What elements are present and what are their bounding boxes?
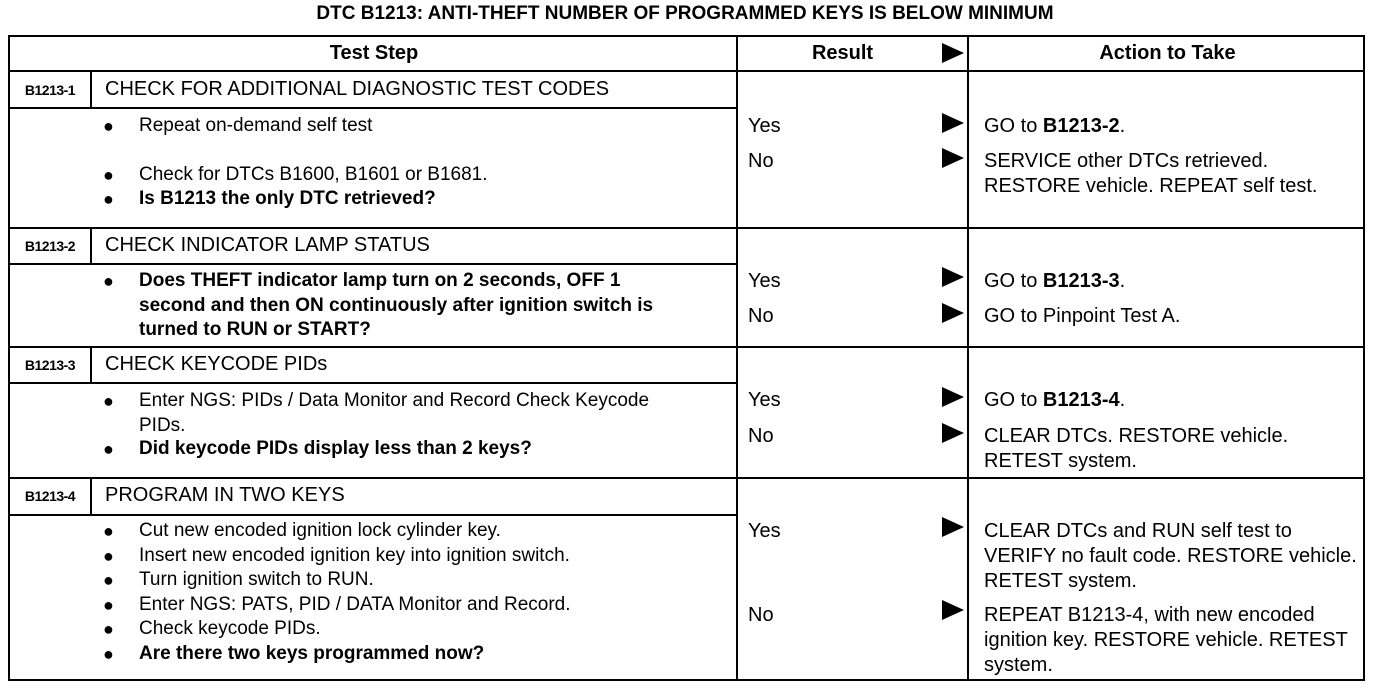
arrow-icon bbox=[942, 148, 964, 168]
result-no: No bbox=[748, 604, 774, 626]
step-title: CHECK INDICATOR LAMP STATUS bbox=[105, 234, 430, 256]
result-yes: Yes bbox=[748, 389, 781, 411]
bullet-icon: ● bbox=[103, 439, 114, 459]
bullet-icon: ● bbox=[103, 643, 114, 664]
diagnostic-table: Test Step Result Action to Take B1213-1 CHECK FOR ADDITIONAL DIAGNOSTIC TEST CODES ● Repeat on-demand self test ● Check for DTCs B1600, B1601 or B1681. ● Is B1213 the only DTC retrieved? Yes GO to B1213-2. No SERVICE other DTCs retrieved. RESTORE vehicle. REPEAT self test. B1213-2 CHECK INDICATOR LAMP STATUS ● Does THEFT indicator lamp turn on 2 seconds, OFF 1 second and then ON continuously after ignition switch is turned to RUN or START? Yes GO to B1213-3. No GO to Pinpoint Test A. B1213-3 CHECK KEYCODE PIDs ● Enter NGS: PIDs / Data Monitor and Record Check Keycode PIDs. ● Did keycode PIDs display less than 2 keys? Yes GO to B1213-4. No CLEAR DTCs. RESTORE vehicle. RETEST system. B1213-4 PROGRAM IN TWO KEYS ● Cut new encoded ignition lock cylinder key. ● Insert new encoded ignition key into ignition switch. ● Turn ignition switch to RUN. ● Enter NGS: PATS, PID / DATA Monitor and Record. ● Check keycode PIDs. ● Are there two keys programmed now? Yes CLEAR DTCs and RUN self test to VERIFY no fault code. RESTORE vehicle. RETEST system. No REPEAT B1213-4, with new encoded ignition key. RESTORE vehicle. RETEST system. bbox=[8, 35, 1365, 681]
action-text: CLEAR DTCs and RUN self test to VERIFY no fault code. RESTORE vehicle. RETEST system. bbox=[984, 520, 1357, 592]
column-divider-action bbox=[967, 37, 969, 681]
action-text: CLEAR DTCs. RESTORE vehicle. RETEST system. bbox=[984, 425, 1289, 472]
step-title: CHECK FOR ADDITIONAL DIAGNOSTIC TEST CODES bbox=[105, 78, 610, 100]
bullet-icon: ● bbox=[103, 570, 114, 590]
step-title-divider bbox=[10, 514, 736, 516]
step-id: B1213-1 bbox=[24, 82, 76, 98]
arrow-icon bbox=[942, 267, 964, 287]
header-result: Result bbox=[811, 42, 874, 64]
bullet-icon: ● bbox=[103, 116, 114, 136]
arrow-icon bbox=[942, 113, 964, 133]
step-id: B1213-3 bbox=[24, 357, 76, 373]
bullet-icon: ● bbox=[103, 189, 114, 209]
arrow-icon bbox=[942, 600, 964, 620]
bullet-icon: ● bbox=[103, 271, 114, 291]
result-yes: Yes bbox=[748, 270, 781, 292]
bullet-icon: ● bbox=[103, 594, 114, 615]
arrow-icon bbox=[942, 387, 964, 407]
step-title-divider bbox=[10, 263, 736, 265]
action-text: GO to B1213-3. bbox=[984, 270, 1126, 292]
step-title-divider bbox=[10, 382, 736, 384]
step-id-divider bbox=[90, 72, 92, 107]
header-test-step: Test Step bbox=[329, 42, 419, 64]
bullet-icon: ● bbox=[103, 521, 114, 541]
result-no: No bbox=[748, 150, 774, 172]
step-id-divider bbox=[90, 227, 92, 263]
action-text: REPEAT B1213-4, with new encoded ignition key. RESTORE vehicle. RETEST system. bbox=[984, 604, 1348, 676]
result-yes: Yes bbox=[748, 520, 781, 542]
result-yes: Yes bbox=[748, 115, 781, 137]
page-title: DTC B1213: ANTI-THEFT NUMBER OF PROGRAMMED KEYS IS BELOW MINIMUM bbox=[316, 3, 1054, 24]
arrow-icon bbox=[942, 423, 964, 443]
arrow-icon bbox=[942, 517, 964, 537]
header-arrow-icon bbox=[942, 43, 964, 63]
action-text: SERVICE other DTCs retrieved. RESTORE vehicle. REPEAT self test. bbox=[984, 150, 1318, 197]
result-no: No bbox=[748, 305, 774, 327]
step-title-divider bbox=[10, 107, 736, 109]
step-id-divider bbox=[90, 477, 92, 514]
bullet-icon: ● bbox=[103, 619, 114, 639]
bullet-icon: ● bbox=[103, 165, 114, 185]
step-title: PROGRAM IN TWO KEYS bbox=[105, 484, 345, 506]
header-action: Action to Take bbox=[1099, 42, 1236, 64]
action-text: GO to B1213-4. bbox=[984, 389, 1126, 411]
step-id: B1213-2 bbox=[24, 238, 76, 254]
bullet-icon: ● bbox=[103, 545, 114, 566]
step-title: CHECK KEYCODE PIDs bbox=[105, 353, 328, 375]
arrow-icon bbox=[942, 303, 964, 323]
action-text: GO to B1213-2. bbox=[984, 115, 1126, 137]
step-id-divider bbox=[90, 346, 92, 382]
action-text: GO to Pinpoint Test A. bbox=[984, 305, 1181, 327]
result-no: No bbox=[748, 425, 774, 447]
bullet-icon: ● bbox=[103, 391, 114, 411]
step-id: B1213-4 bbox=[24, 488, 76, 504]
